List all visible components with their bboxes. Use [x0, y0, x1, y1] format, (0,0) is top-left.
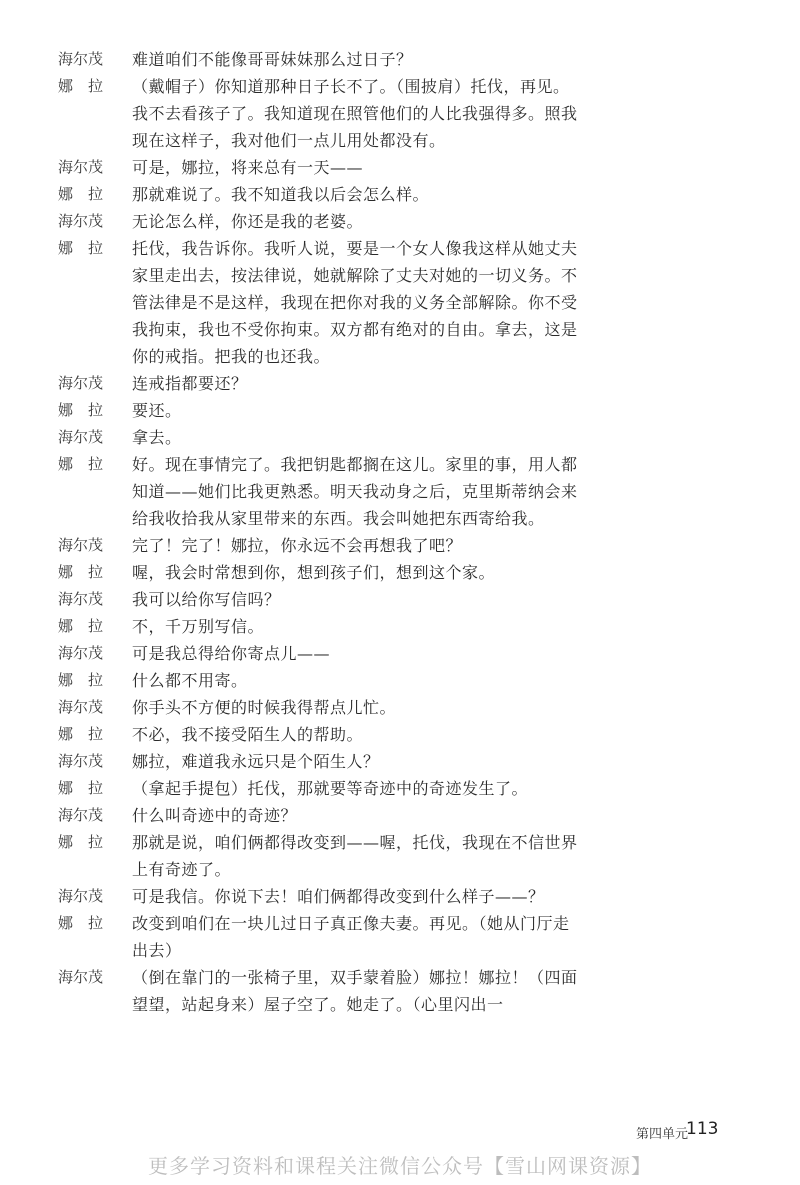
page-number: 113 — [686, 1119, 719, 1139]
speech-text: 什么叫奇迹中的奇迹？ — [132, 806, 298, 825]
dialogue-line — [58, 559, 578, 586]
speech-text: 可是，娜拉，将来总有一天—— — [132, 158, 364, 177]
speech-text: 无论怎么样，你还是我的老婆。 — [132, 212, 364, 231]
speech-text: 娜拉，难道我永远只是个陌生人？ — [132, 752, 380, 771]
dialogue-line — [58, 721, 578, 748]
speaker-name: 海尔茂 — [58, 428, 104, 446]
speaker-name: 娜 拉 — [58, 239, 104, 257]
speech-text: 完了！完了！娜拉，你永远不会再想我了吧？ — [132, 536, 463, 555]
speaker-name: 海尔茂 — [58, 374, 104, 392]
dialogue-line — [58, 424, 578, 451]
speech-text: 那就难说了。我不知道我以后会怎么样。 — [132, 185, 430, 204]
speaker-name: 海尔茂 — [58, 698, 104, 716]
speech-text: 你手头不方便的时候我得帮点儿忙。 — [132, 698, 397, 717]
watermark-text: 更多学习资料和课程关注微信公众号【雪山网课资源】 — [148, 1154, 652, 1178]
speaker-name: 娜 拉 — [58, 77, 104, 95]
speaker-name: 海尔茂 — [58, 752, 104, 770]
speech-text: 改变到咱们在一块儿过日子真正像夫妻。再见。（她从门厅走出去） — [132, 914, 570, 960]
speech-text: 喔，我会时常想到你，想到孩子们，想到这个家。 — [132, 563, 496, 582]
speaker-name: 海尔茂 — [58, 806, 104, 824]
dialogue-line — [58, 910, 578, 964]
dialogue-line — [58, 73, 578, 154]
speech-text: 不，千万别写信。 — [132, 617, 265, 636]
speaker-name: 娜 拉 — [58, 617, 104, 635]
speaker-name: 海尔茂 — [58, 590, 104, 608]
unit-label: 第四单元 — [636, 1127, 689, 1142]
speech-text: 可是我信。你说下去！咱们俩都得改变到什么样子——？ — [132, 887, 545, 906]
speaker-name: 娜 拉 — [58, 671, 104, 689]
dialogue-line — [58, 208, 578, 235]
dialogue-line — [58, 370, 578, 397]
speaker-name: 娜 拉 — [58, 833, 104, 851]
dialogue-line — [58, 451, 578, 532]
speech-text: （拿起手提包）托伐，那就要等奇迹中的奇迹发生了。 — [132, 779, 529, 798]
speaker-name: 娜 拉 — [58, 914, 104, 932]
dialogue-line — [58, 964, 578, 1018]
speech-text: （戴帽子）你知道那种日子长不了。（围披肩）托伐，再见。我不去看孩子了。我知道现在照管他们的人比我强得多。照我现在这样子，我对他们一点儿用处都没有。 — [132, 77, 578, 150]
speaker-name: 海尔茂 — [58, 158, 104, 176]
speech-text: 要还。 — [132, 401, 182, 420]
dialogue-line — [58, 181, 578, 208]
dialogue-line — [58, 829, 578, 883]
dialogue-line — [58, 883, 578, 910]
dialogue-line — [58, 667, 578, 694]
dialogue-line — [58, 802, 578, 829]
speaker-name: 娜 拉 — [58, 185, 104, 203]
dialogue-line — [58, 694, 578, 721]
speech-text: 连戒指都要还？ — [132, 374, 248, 393]
speech-text: 可是我总得给你寄点儿—— — [132, 644, 331, 663]
speech-text: 拿去。 — [132, 428, 182, 447]
speaker-name: 海尔茂 — [58, 212, 104, 230]
dialogue-line — [58, 154, 578, 181]
speech-text: 好。现在事情完了。我把钥匙都搁在这儿。家里的事，用人都知道——她们比我更熟悉。明天我动身之后，克里斯蒂纳会来给我收拾我从家里带来的东西。我会叫她把东西寄给我。 — [132, 455, 578, 528]
speaker-name: 海尔茂 — [58, 644, 104, 662]
speaker-name: 娜 拉 — [58, 779, 104, 797]
speaker-name: 娜 拉 — [58, 455, 104, 473]
dialogue-line — [58, 397, 578, 424]
speaker-name: 海尔茂 — [58, 887, 104, 905]
speech-text: 什么都不用寄。 — [132, 671, 248, 690]
speaker-name: 海尔茂 — [58, 968, 104, 986]
dialogue-line — [58, 532, 578, 559]
dialogue-line — [58, 640, 578, 667]
dialogue-line — [58, 46, 578, 73]
speech-text: 那就是说，咱们俩都得改变到——喔，托伐，我现在不信世界上有奇迹了。 — [132, 833, 578, 879]
dialogue-line — [58, 775, 578, 802]
dialogue-line — [58, 748, 578, 775]
dialogue-line — [58, 235, 578, 370]
dialogue-script — [58, 46, 578, 1018]
dialogue-line — [58, 613, 578, 640]
speaker-name: 娜 拉 — [58, 563, 104, 581]
speech-text: （倒在靠门的一张椅子里，双手蒙着脸）娜拉！娜拉！（四面望望，站起身来）屋子空了。她走了。（心里闪出一 — [132, 968, 578, 1014]
speaker-name: 娜 拉 — [58, 401, 104, 419]
speaker-name: 海尔茂 — [58, 536, 104, 554]
speaker-name: 海尔茂 — [58, 50, 104, 68]
speech-text: 我可以给你写信吗？ — [132, 590, 281, 609]
speaker-name: 娜 拉 — [58, 725, 104, 743]
speech-text: 难道咱们不能像哥哥妹妹那么过日子？ — [132, 50, 413, 69]
speech-text: 不必，我不接受陌生人的帮助。 — [132, 725, 364, 744]
dialogue-line — [58, 586, 578, 613]
speech-text: 托伐，我告诉你。我听人说，要是一个女人像我这样从她丈夫家里走出去，按法律说，她就解除了丈夫对她的一切义务。不管法律是不是这样，我现在把你对我的义务全部解除。你不受我拘束，我也不受你拘束。双方都有绝对的自由。拿去，这是你的戒指。把我的也还我。 — [132, 239, 578, 366]
